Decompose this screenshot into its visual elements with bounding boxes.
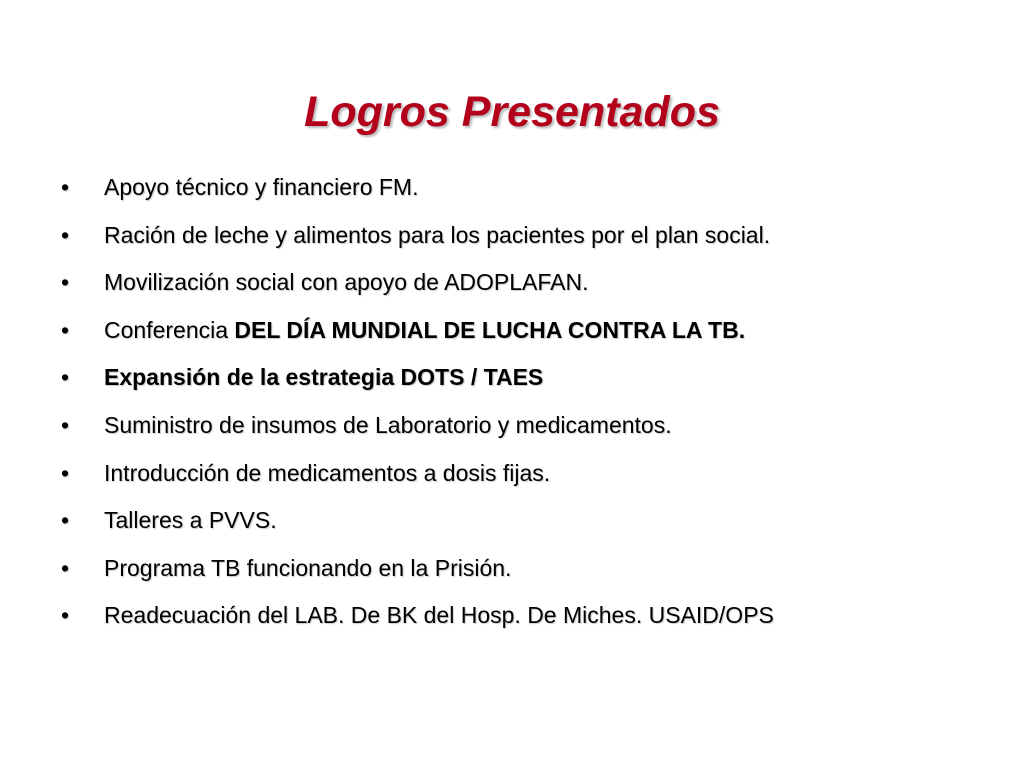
slide-title: Logros Presentados [304, 87, 720, 136]
bullet-text: Introducción de medicamentos a dosis fijas. [104, 459, 551, 486]
bullet-text: Expansión de la estrategia DOTS / TAES [104, 364, 544, 391]
bullet-icon: • [61, 269, 70, 296]
bullet-icon: • [61, 507, 70, 534]
bullet-icon: • [61, 364, 70, 391]
list-item [0, 212, 1024, 260]
bullet-icon: • [61, 602, 70, 629]
bullet-text [104, 307, 745, 353]
list-item [0, 402, 1024, 450]
bullet-text: Readecuación del LAB. De BK del Hosp. De Miches. USAID/OPS [104, 602, 774, 629]
list-item [0, 545, 1024, 593]
bullet-icon: • [61, 174, 70, 200]
bullet-icon: • [61, 554, 70, 581]
list-item [0, 592, 1024, 640]
bullet-text: Talleres a PVVS. [104, 507, 277, 534]
bullet-icon: • [61, 316, 70, 343]
bullet-icon: • [61, 221, 70, 248]
bullet-text: Ración de leche y alimentos para los pacientes por el plan social. [104, 221, 771, 248]
bullet-list [0, 164, 1024, 640]
list-item [0, 259, 1024, 307]
list-item [0, 497, 1024, 545]
bullet-text: Movilización social con apoyo de ADOPLAFAN. [104, 269, 589, 296]
list-item [0, 307, 1024, 355]
list-item [0, 450, 1024, 498]
bullet-text-regular: Conferencia [104, 316, 235, 343]
bullet-text-bold: DEL DÍA MUNDIAL DE LUCHA CONTRA LA TB. [234, 316, 746, 343]
list-item [0, 164, 1024, 212]
list-item [0, 354, 1024, 402]
bullet-icon: • [61, 459, 70, 486]
bullet-text: Apoyo técnico y financiero FM. [104, 174, 419, 200]
bullet-text: Programa TB funcionando en la Prisión. [104, 554, 512, 581]
bullet-text: Suministro de insumos de Laboratorio y medicamentos. [104, 411, 672, 438]
bullet-icon: • [61, 411, 70, 438]
